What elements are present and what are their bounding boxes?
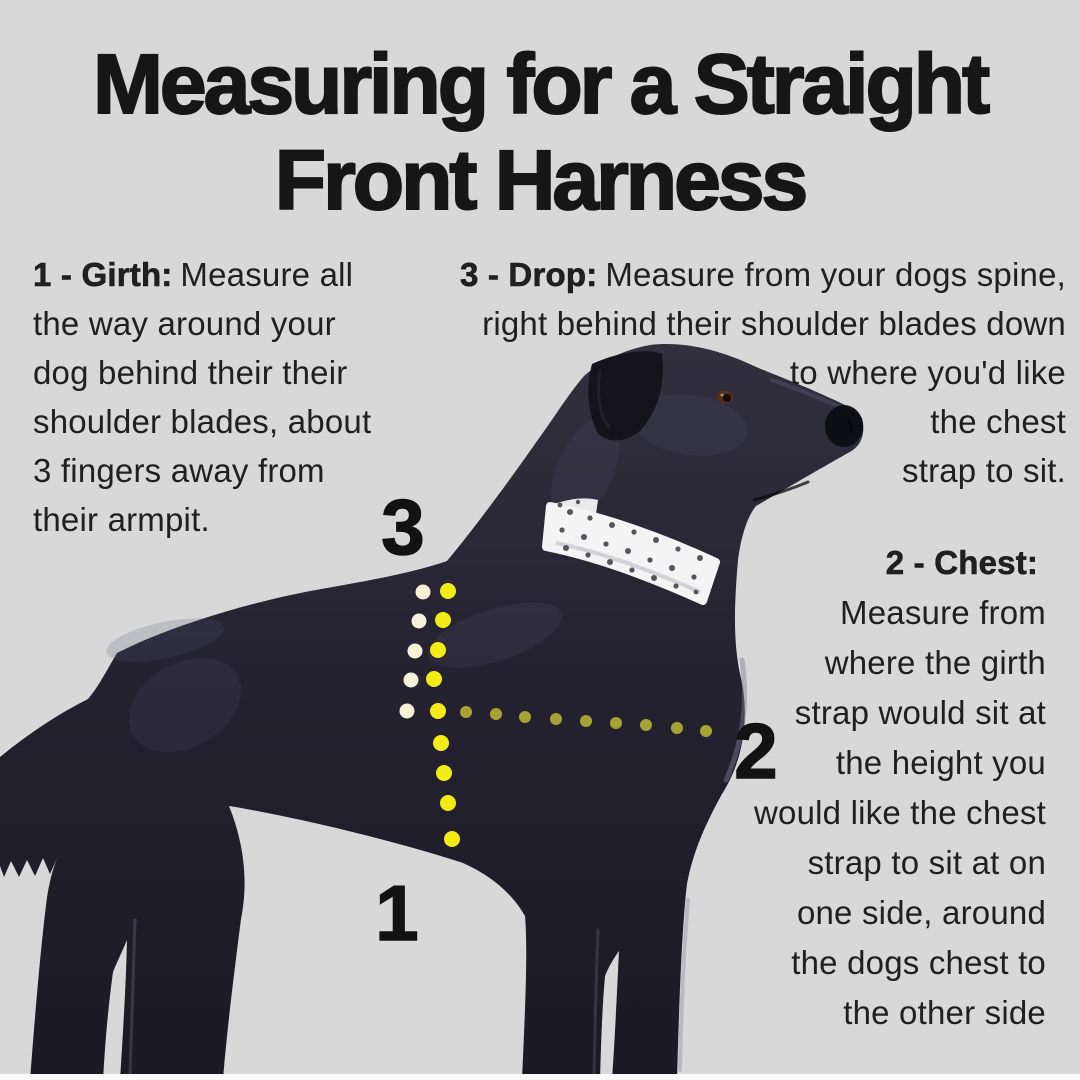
- girth-inner-line-dot: [430, 703, 446, 719]
- girth-line: their armpit.: [33, 501, 210, 538]
- chest-label: 2 - Chest:: [885, 544, 1039, 581]
- chest-line-dot: [460, 706, 472, 718]
- marker-chest-number: 2: [734, 707, 778, 795]
- chest-line-dot: [700, 725, 712, 737]
- girth-inner-line-dot: [440, 795, 456, 811]
- drop-label: 3 - Drop:: [459, 256, 598, 293]
- girth-inner-line-dot: [440, 583, 456, 599]
- girth-inner-line-dot: [426, 671, 442, 687]
- chest-line-text: would like the chest: [754, 794, 1046, 831]
- chest-line-text: Measure from: [840, 594, 1046, 631]
- instruction-girth: [33, 250, 371, 544]
- chest-line-text: the dogs chest to: [791, 944, 1046, 981]
- drop-line: the chest: [930, 403, 1066, 440]
- girth-inner-line-dot: [435, 612, 451, 628]
- chest-line-dot: [640, 719, 652, 731]
- chest-line-text: the other side: [843, 994, 1046, 1031]
- page-title: [0, 36, 1080, 228]
- photo-bottom-edge: [0, 1074, 1080, 1080]
- girth-label: 1 - Girth:: [33, 256, 173, 293]
- girth-outer-line-dot: [408, 644, 423, 659]
- chest-line-dot: [580, 715, 592, 727]
- chest-line-text: strap to sit at on: [807, 844, 1046, 881]
- girth-line: the way around your: [33, 305, 336, 342]
- chest-line-dot: [550, 713, 562, 725]
- girth-outer-line-dot: [400, 704, 415, 719]
- chest-line-text: the height you: [835, 744, 1046, 781]
- chest-line-text: strap would sit at: [794, 694, 1046, 731]
- girth-line: 3 fingers away from: [33, 452, 325, 489]
- chest-line-text: [754, 538, 1046, 588]
- instruction-chest: [754, 538, 1046, 1038]
- girth-line: shoulder blades, about: [33, 403, 372, 440]
- chest-line-dot: [610, 717, 622, 729]
- instruction-drop: [460, 250, 1066, 495]
- girth-inner-line-dot: [430, 642, 446, 658]
- chest-line-dot: [671, 722, 683, 734]
- marker-drop-number: 3: [381, 483, 425, 571]
- girth-outer-line-dot: [412, 614, 427, 629]
- title-line-1: Measuring for a Straight: [92, 37, 988, 131]
- drop-line: strap to sit.: [902, 452, 1066, 489]
- girth-line: 1 - Girth: Measure all: [33, 256, 354, 293]
- drop-line: right behind their shoulder blades down: [482, 305, 1066, 342]
- girth-inner-line-dot: [444, 831, 460, 847]
- chest-line-text: where the girth: [824, 644, 1046, 681]
- girth-outer-line-dot: [404, 673, 419, 688]
- girth-outer-line-dot: [416, 585, 431, 600]
- chest-line-dot: [490, 708, 502, 720]
- title-line-2: Front Harness: [274, 133, 806, 227]
- girth-inner-line-dot: [433, 735, 449, 751]
- chest-line-text: one side, around: [796, 894, 1046, 931]
- girth-inner-line-dot: [436, 765, 452, 781]
- marker-girth-number: 1: [375, 869, 419, 957]
- girth-line: dog behind their their: [33, 354, 348, 391]
- drop-line: to where you'd like: [789, 354, 1066, 391]
- drop-line: 3 - Drop: Measure from your dogs spine,: [459, 256, 1066, 293]
- chest-line-dot: [519, 711, 531, 723]
